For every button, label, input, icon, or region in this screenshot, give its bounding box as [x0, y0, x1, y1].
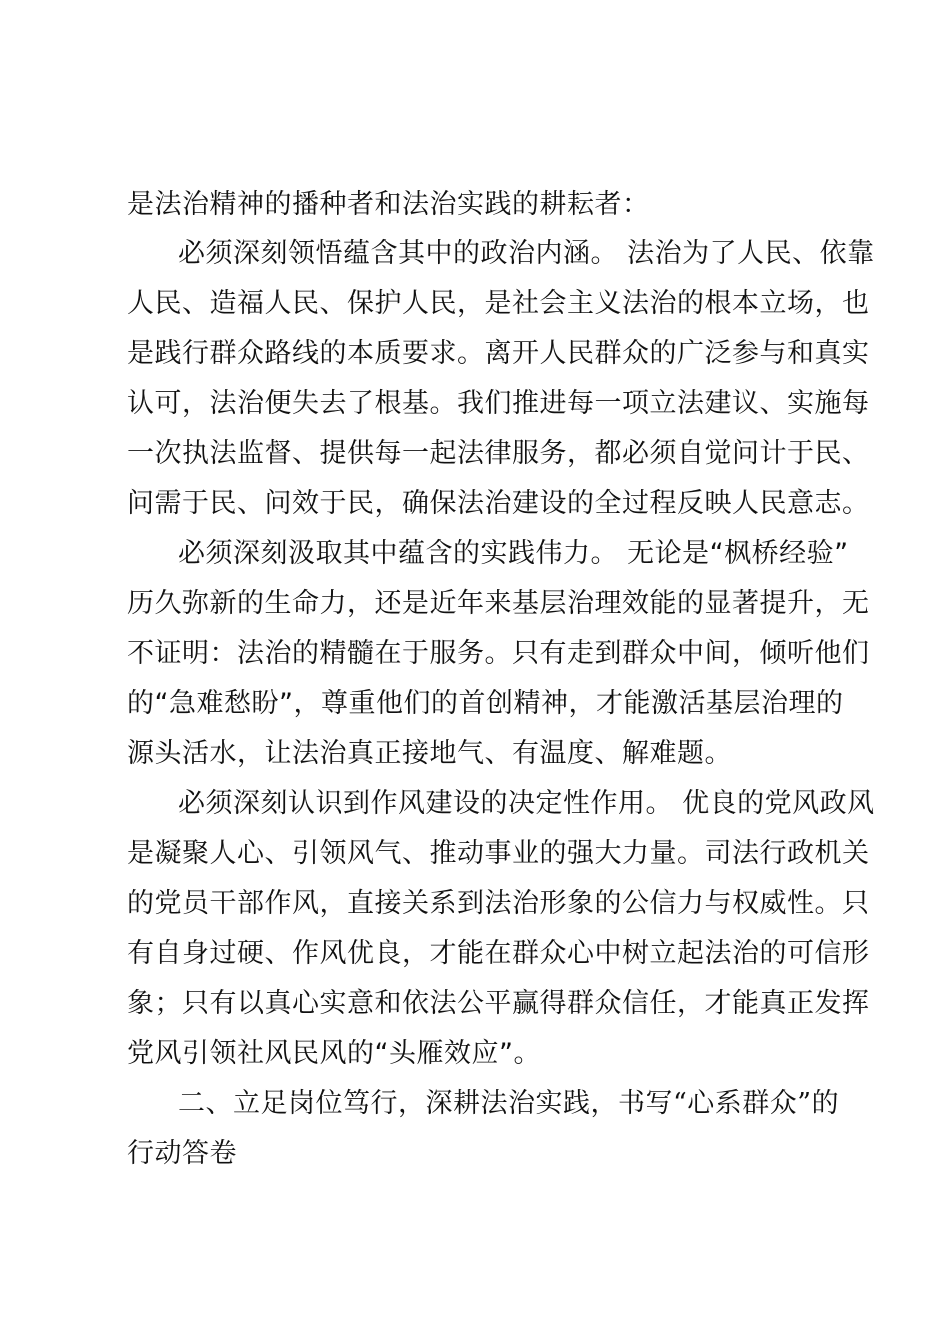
- paragraph-1-line-2: 人民、造福人民、保护人民，是社会主义法治的根本立场，也: [127, 288, 870, 319]
- paragraph-1-line-1: 必须深刻领悟蕴含其中的政治内涵。 法治为了人民、依靠: [178, 238, 875, 269]
- paragraph-2-line-1: 必须深刻汲取其中蕴含的实践伟力。 无论是“枫桥经验”: [178, 538, 849, 569]
- paragraph-2-line-4: 的“急难愁盼”，尊重他们的首创精神，才能激活基层治理的: [127, 688, 844, 719]
- paragraph-2-line-3: 不证明：法治的精髓在于服务。只有走到群众中间，倾听他们: [127, 638, 870, 669]
- paragraph-3-line-3: 的党员干部作风，直接关系到法治形象的公信力与权威性。只: [127, 888, 870, 919]
- paragraph-1-line-3: 是践行群众路线的本质要求。离开人民群众的广泛参与和真实: [127, 338, 870, 369]
- paragraph-1-line-4: 认可，法治便失去了根基。我们推进每一项立法建议、实施每: [127, 388, 870, 419]
- paragraph-3-line-5: 象；只有以真心实意和依法公平赢得群众信任，才能真正发挥: [127, 988, 870, 1019]
- section-heading-line-2: 行动答卷: [127, 1138, 237, 1169]
- text-line-1: 是法治精神的播种者和法治实践的耕耘者：: [127, 189, 650, 220]
- paragraph-3-line-4: 有自身过硬、作风优良，才能在群众心中树立起法治的可信形: [127, 938, 870, 969]
- paragraph-1-line-6: 问需于民、问效于民，确保法治建设的全过程反映人民意志。: [127, 488, 870, 519]
- paragraph-3-line-6: 党风引领社风民风的“头雁效应”。: [127, 1038, 541, 1069]
- paragraph-3-line-2: 是凝聚人心、引领风气、推动事业的强大力量。司法行政机关: [127, 838, 870, 869]
- section-heading-line-1: 二、立足岗位笃行，深耕法治实践，书写“心系群众”的: [178, 1088, 840, 1119]
- paragraph-2-line-5: 源头活水，让法治真正接地气、有温度、解难题。: [127, 738, 732, 769]
- paragraph-3-line-1: 必须深刻认识到作风建设的决定性作用。 优良的党风政风: [178, 788, 875, 819]
- paragraph-2-line-2: 历久弥新的生命力，还是近年来基层治理效能的显著提升，无: [127, 588, 870, 619]
- paragraph-1-line-5: 一次执法监督、提供每一起法律服务，都必须自觉问计于民、: [127, 438, 870, 469]
